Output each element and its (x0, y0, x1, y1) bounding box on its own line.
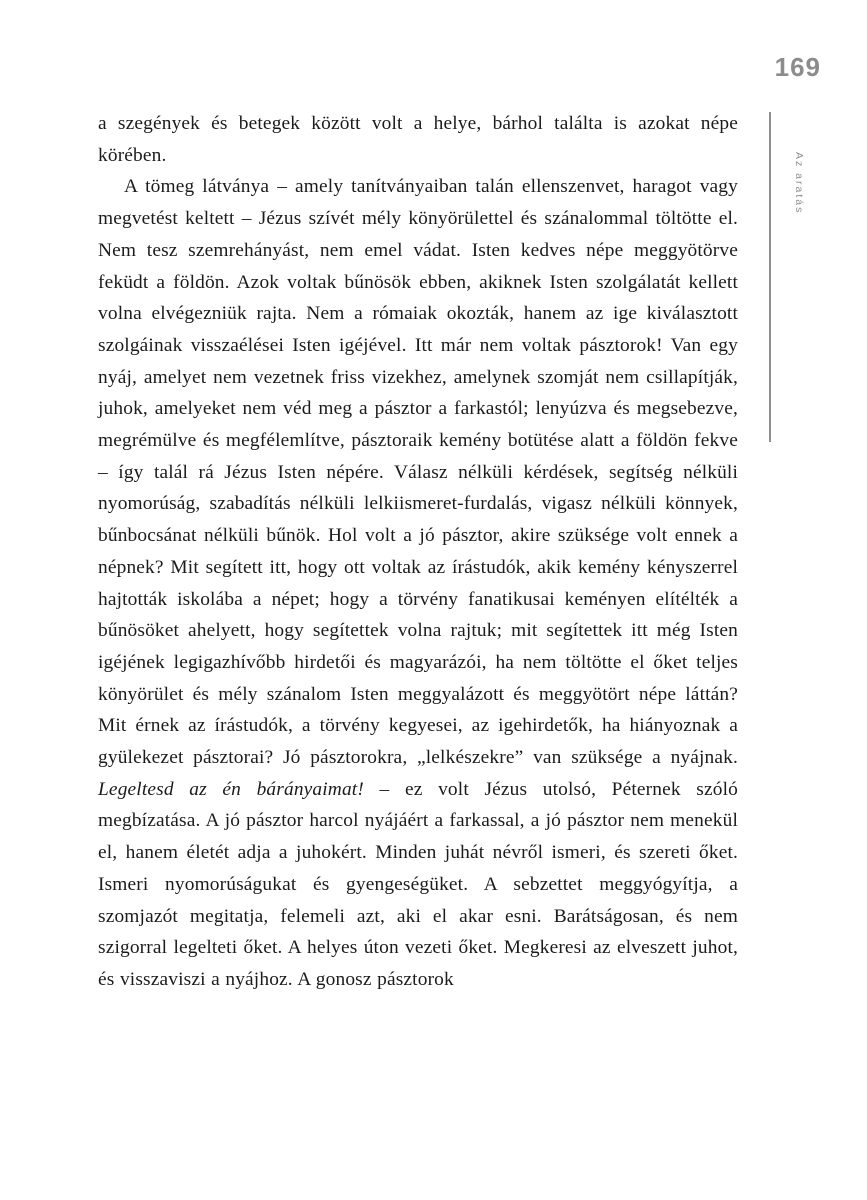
body-text (98, 108, 738, 996)
paragraph: a szegények és betegek között volt a helye, bárhol találta is azokat népe körében. (98, 113, 738, 166)
page-number: 169 (774, 52, 821, 82)
margin-rule-divider (769, 112, 771, 442)
running-head: Az aratás (793, 152, 805, 215)
paragraph: A tömeg látványa – amely tanítványaiban talán ellenszenvet, haragot vagy megvetést keltett – Jézus szívét mély könyörülettel és szánalommal töltötte el. Nem tesz szemrehányást, nem emel vádat. Isten kedves népe meggyötörve feküdt a földön. Azok voltak bűnösök ebben, akiknek Isten szolgálatát kellett volna elvégezniük rajta. Nem a rómaiak okozták, hanem az ige kiválasztott szolgáinak visszaélései Isten igéjével. Itt már nem voltak pásztorok! Van egy nyáj, amelyet nem vezetnek friss vizekhez, amelynek szomját nem csillapítják, juhok, amelyeket nem véd meg a pásztor a farkastól; lenyúzva és megsebezve, megrémülve és megfélemlítve, pásztoraik kemény botütése alatt a földön fekve – így talál rá Jézus Isten népére. Válasz nélküli kérdések, segítség nélküli nyomorúság, szabadítás nélküli lelkiismeret-furdalás, vigasz nélküli könnyek, bűnbocsánat nélküli bűnök. Hol volt a jó pásztor, akire szüksége volt ennek a népnek? Mit segített itt, hogy ott voltak az írástudók, akik kemény kényszerrel hajtották iskolába a népet; hogy a törvény fanatikusai keményen elítélték a bűnösöket ahelyett, hogy segítettek volna rajtuk; mit segítettek itt még Isten igéjének legigazhívőbb hirdetői és magyarázói, ha nem töltötte el őket teljes könyörület és mély szánalom Isten meggyalázott és meggyötört népe láttán? Mit érnek az írástudók, a törvény kegyesei, az igehirdetők, ha hiányoznak a gyülekezet pásztorai? Jó pásztorokra, „lelkészekre” van szüksége a nyájnak. Legeltesd az én bárányaimat! – ez volt Jézus utolsó, Péternek szóló megbízatása. A jó pásztor harcol nyájáért a farkassal, a jó pásztor nem menekül el, hanem életét adja a juhokért. Minden juhát névről ismeri, és szereti őket. Ismeri nyomorúságukat és gyengeségüket. A sebzettet meggyógyítja, a szomjazót megitatja, felemeli azt, aki el akar esni. Barátságosan, és nem szigorral legelteti őket. A helyes úton vezeti őket. Megkeresi az elveszett juhot, és visszaviszi a nyájhoz. A gonosz pásztorok (98, 176, 738, 990)
